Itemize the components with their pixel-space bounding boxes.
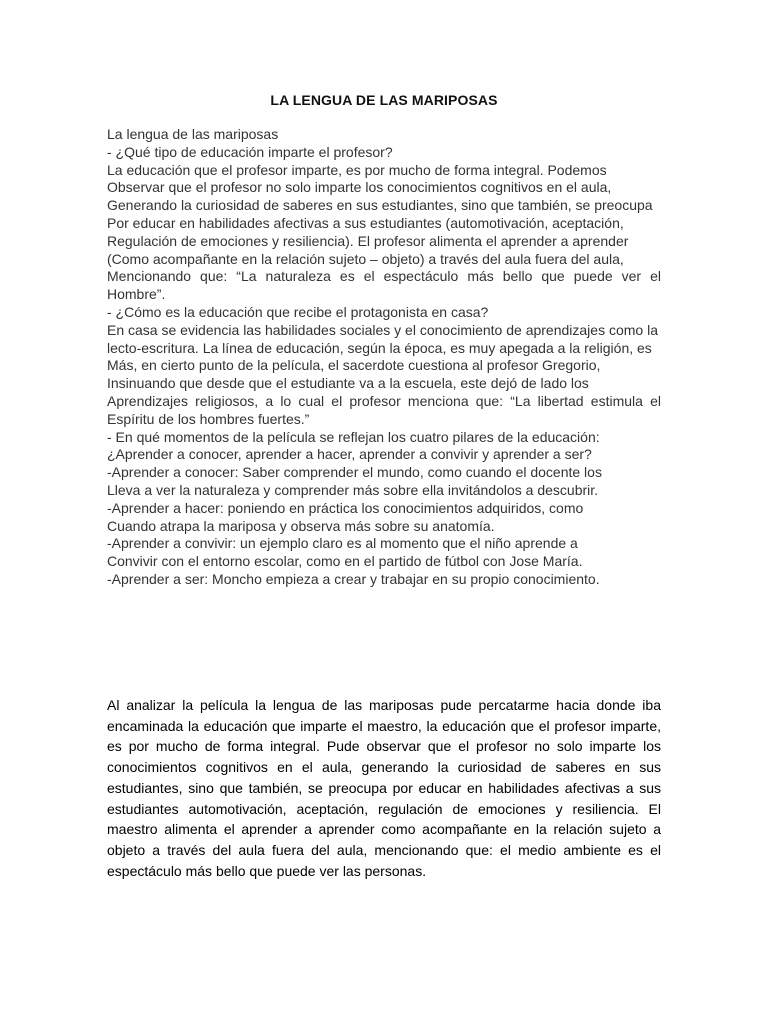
- question-line: - ¿Cómo es la educación que recibe el protagonista en casa?: [107, 303, 489, 320]
- body-text-block: [107, 126, 661, 589]
- pillar-line: Cuando atrapa la mariposa y observa más sobre su anatomía.: [107, 517, 495, 534]
- paragraph-line: Aprendizajes religiosos, a lo cual el profesor menciona que: “La libertad estimula el Espíritu de los hombres fuertes.”: [107, 392, 661, 427]
- pillar-line: Convivir con el entorno escolar, como en el partido de fútbol con Jose María.: [107, 553, 583, 570]
- paragraph-line: Insinuando que desde que el estudiante va a la escuela, este dejó de lado los: [107, 375, 589, 392]
- paragraph-line: Observar que el profesor no solo imparte los conocimientos cognitivos en el aula,: [107, 179, 612, 196]
- analysis-paragraph: Al analizar la película la lengua de las mariposas pude percatarme hacia donde iba encaminada la educación que imparte el maestro, la educación que el profesor imparte, es por mucho de forma integral. Pude observar que el profesor no solo imparte los conocimientos cognitivos en el aula, generando la curiosidad de saberes en sus estudiantes, sino que también, se preocupa por educar en habilidades afectivas a sus estudiantes automotivación, aceptación, regulación de emociones y resiliencia. El maestro alimenta el aprender a aprender como acompañante en la relación sujeto a objeto a través del aula fuera del aula, mencionando que: el medio ambiente es el espectáculo más bello que puede ver las personas.: [107, 697, 661, 879]
- pillar-line: -Aprender a hacer: poniendo en práctica los conocimientos adquiridos, como: [107, 499, 584, 516]
- pillar-line: -Aprender a conocer: Saber comprender el mundo, como cuando el docente los: [107, 464, 602, 481]
- pillar-line: -Aprender a convivir: un ejemplo claro es al momento que el niño aprende a: [107, 535, 578, 552]
- document-title: LA LENGUA DE LAS MARIPOSAS: [270, 92, 498, 108]
- paragraph-line: En casa se evidencia las habilidades sociales y el conocimiento de aprendizajes como la: [107, 321, 658, 338]
- paragraph-line: Generando la curiosidad de saberes en sus estudiantes, sino que también, se preocupa: [107, 197, 653, 214]
- paragraph-line: Por educar en habilidades afectivas a sus estudiantes (automotivación, aceptación,: [107, 214, 624, 231]
- paragraph-line: La lengua de las mariposas: [107, 126, 279, 142]
- paragraph-line: (Como acompañante en la relación sujeto – objeto) a través del aula fuera del aula,: [107, 250, 624, 267]
- question-line: ¿Aprender a conocer, aprender a hacer, aprender a convivir y aprender a ser?: [107, 446, 592, 463]
- paragraph-line: Mencionando que: “La naturaleza es el espectáculo más bello que puede ver el Hombre”.: [107, 268, 661, 303]
- paragraph-line: Regulación de emociones y resiliencia). El profesor alimenta el aprender a aprender: [107, 232, 629, 249]
- pillar-line: -Aprender a ser: Moncho empieza a crear y trabajar en su propio conocimiento.: [107, 570, 600, 587]
- paragraph-line: lecto-escritura. La línea de educación, según la época, es muy apegada a la religión, es: [107, 339, 652, 356]
- paragraph-line: La educación que el profesor imparte, es por mucho de forma integral. Podemos: [107, 161, 607, 178]
- question-line: - En qué momentos de la película se reflejan los cuatro pilares de la educación:: [107, 428, 600, 445]
- question-line: - ¿Qué tipo de educación imparte el profesor?: [107, 143, 393, 160]
- paragraph-line: Más, en cierto punto de la película, el sacerdote cuestiona al profesor Gregorio,: [107, 357, 601, 374]
- pillar-line: Lleva a ver la naturaleza y comprender más sobre ella invitándolos a descubrir.: [107, 481, 599, 498]
